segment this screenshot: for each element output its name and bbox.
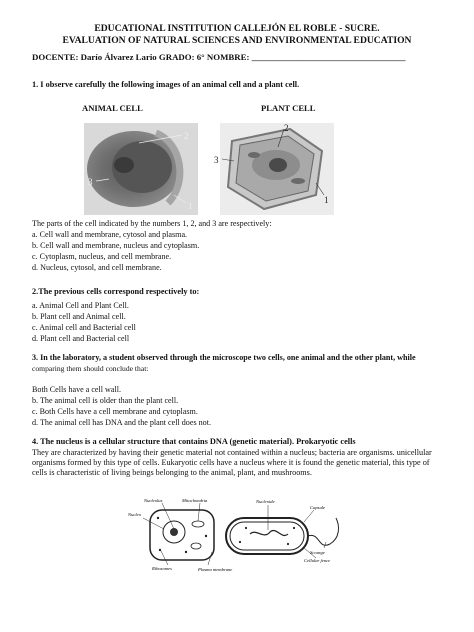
plant-number-1: 1 [324, 195, 329, 205]
evaluation-title: EVALUATION OF NATURAL SCIENCES AND ENVIRONMENTAL EDUCATION [62, 35, 412, 46]
label-plasma-membrane: Plasma membrane [198, 567, 233, 572]
plant-cell-photo [214, 123, 334, 215]
label-nucleolus: Nucleolus [144, 498, 163, 503]
animal-number-1: 1 [188, 201, 193, 211]
animal-cell-photo [84, 123, 198, 215]
q4-body: They are characterized by having their genetic material not contained within a nucleus; bacteria are organisms. unicellular organisms formed by this type of cells. Eukaryotic cells have a nucleus where it is found the genetic material, this type of cells is characteristic of living beings belonging to the animal, plant, and mushrooms. [32, 448, 432, 477]
animal-number-2: 2 [184, 131, 189, 141]
q1-title: 1. I observe carefully the following images of an animal cell and a plant cell. [32, 80, 300, 89]
q2-title: 2.The previous cells correspond respectively to: [32, 287, 200, 296]
q2-option-b: b. Plant cell and Animal cell. [32, 312, 126, 321]
q3-option-a: Both Cells have a cell wall. [32, 385, 122, 394]
q1-option-c: c. Cytoplasm, nucleus, and cell membrane. [32, 252, 172, 261]
prokaryotic-cell-drawing [226, 499, 338, 563]
teacher-grade-name-line: DOCENTE: Darío Álvarez Lario GRADO: 6° NOMBRE: ___________________________________ [32, 52, 406, 62]
label-nucleus: Nucleo [128, 512, 142, 517]
label-ribosomes: Ribosomes [152, 566, 172, 571]
label-capsule: Capsule [310, 505, 326, 510]
q3-option-d: d. The animal cell has DNA and the plant cell does not. [32, 418, 211, 427]
q4-title: 4. The nucleus is a cellular structure that contains DNA (genetic material). Prokaryotic cells [32, 437, 356, 446]
q3-option-b: b. The animal cell is older than the plant cell. [32, 396, 179, 405]
q1-option-b: b. Cell wall and membrane, nucleus and cytoplasm. [32, 241, 200, 250]
institution-title: EDUCATIONAL INSTITUTION CALLEJÓN EL ROBLE - SUCRE. [94, 23, 380, 34]
cell-images [84, 123, 414, 215]
q1-stem: The parts of the cell indicated by the numbers 1, 2, and 3 are respectively: [32, 219, 272, 228]
q1-option-a: a. Cell wall and membrane, cytosol and plasma. [32, 230, 188, 239]
eukaryotic-cell-drawing [128, 498, 232, 572]
plant-cell-label: PLANT CELL [261, 103, 316, 113]
animal-number-3: 3 [88, 177, 93, 187]
q2-option-c: c. Animal cell and Bacterial cell [32, 323, 136, 332]
plant-number-3: 3 [214, 155, 219, 165]
label-nucleoide: Nucleoide [256, 499, 275, 504]
q3-title-cont: comparing them should conclude that: [32, 364, 149, 373]
label-mitochondria: Mitochondria [182, 498, 208, 503]
label-scourge: Scourge [310, 550, 325, 555]
q2-option-d: d. Plant cell and Bacterial cell [32, 334, 130, 343]
q3-title: 3. In the laboratory, a student observed through the microscope two cells, one animal and the other plant, while [32, 353, 416, 362]
animal-cell-label: ANIMAL CELL [82, 103, 143, 113]
q2-option-a: a. Animal Cell and Plant Cell. [32, 301, 129, 310]
q1-option-d: d. Nucleus, cytosol, and cell membrane. [32, 263, 162, 272]
label-cellular-fence: Cellular fence [304, 558, 331, 563]
cell-comparison-diagram [128, 496, 360, 572]
q3-option-c: c. Both Cells have a cell membrane and cytoplasm. [32, 407, 198, 416]
plant-number-2: 2 [284, 123, 289, 133]
